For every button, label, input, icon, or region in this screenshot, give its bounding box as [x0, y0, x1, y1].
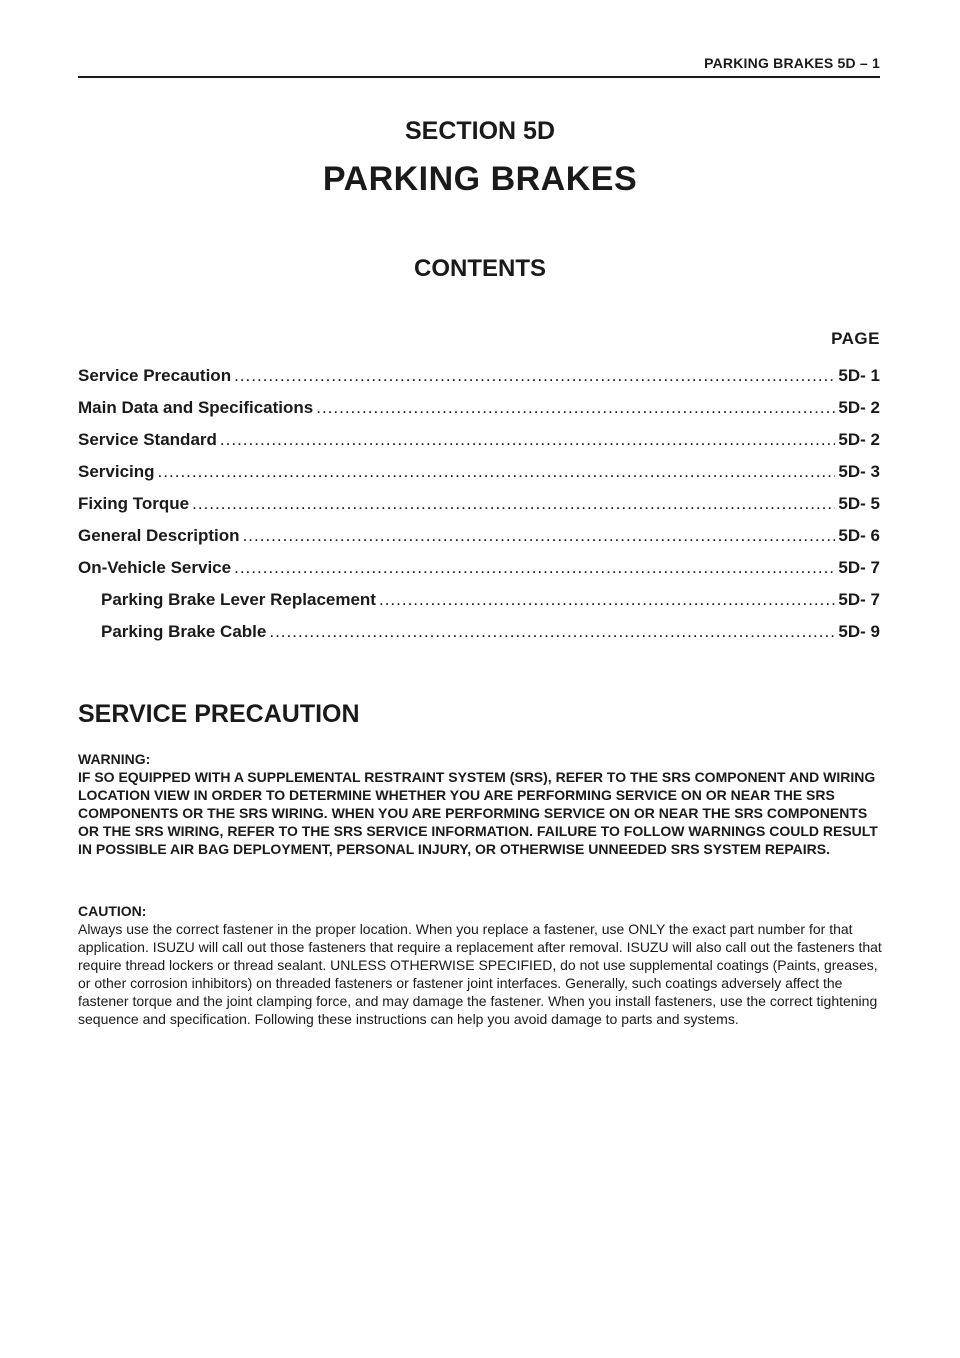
caution-title: CAUTION:	[78, 903, 147, 919]
toc-entry-label: Parking Brake Lever Replacement	[101, 590, 376, 609]
warning-title: WARNING:	[78, 751, 151, 767]
toc-entry-parking-brake-cable[interactable]	[78, 616, 880, 648]
toc-leader-dots	[192, 488, 835, 520]
page-column-label: PAGE	[831, 329, 880, 348]
toc-entry-label: Service Standard	[78, 430, 217, 449]
caution-text: Always use the correct fastener in the proper location. When you replace a fastener, use ONLY the exact part number for that application. ISUZU will call out those fasteners that require a replacement after removal. ISUZU will also call out the fasteners that require thread lockers or thread sealant. UNLESS OTHERWISE SPECIFIED, do not use supplemental coatings (Paints, greases, or other corrosion inhibitors) on threaded fasteners or fastener joint interfaces. Generally, such coatings adversely affect the fastener torque and the joint clamping force, and may damage the fastener. When you install fasteners, use the correct tightening sequence and specification. Following these instructions can help you avoid damage to parts and systems.	[78, 921, 882, 1027]
toc-leader-dots	[158, 456, 836, 488]
toc-leader-dots	[316, 392, 835, 424]
toc-leader-dots	[234, 360, 835, 392]
toc-entry-page: 5D- 1	[838, 366, 880, 385]
toc-entry-fixing-torque[interactable]	[78, 488, 880, 520]
toc-leader-dots	[243, 520, 836, 552]
toc-entry-general-description[interactable]	[78, 520, 880, 552]
table-of-contents	[78, 360, 880, 648]
warning-text: IF SO EQUIPPED WITH A SUPPLEMENTAL RESTRAINT SYSTEM (SRS), REFER TO THE SRS COMPONENT AND WIRING LOCATION VIEW IN ORDER TO DETERMINE WHETHER YOU ARE PERFORMING SERVICE ON OR NEAR THE SRS COMPONENTS OR THE SRS WIRING. WHEN YOU ARE PERFORMING SERVICE ON OR NEAR THE SRS COMPONENTS OR THE SRS WIRING, REFER TO THE SRS SERVICE INFORMATION. FAILURE TO FOLLOW WARNINGS COULD RESULT IN POSSIBLE AIR BAG DEPLOYMENT, PERSONAL INJURY, OR OTHERWISE UNNEEDED SRS SYSTEM REPAIRS.	[78, 769, 878, 857]
contents-heading: CONTENTS	[414, 255, 546, 282]
toc-entry-lever-replacement[interactable]	[78, 584, 880, 616]
service-precaution-heading: SERVICE PRECAUTION	[78, 700, 360, 728]
toc-entry-on-vehicle-service[interactable]	[78, 552, 880, 584]
toc-entry-page: 5D- 3	[838, 462, 880, 481]
toc-entry-label: Servicing	[78, 462, 155, 481]
toc-entry-service-precaution[interactable]	[78, 360, 880, 392]
running-header: PARKING BRAKES 5D – 1	[78, 50, 880, 78]
toc-entry-page: 5D- 7	[838, 590, 880, 609]
toc-leader-dots	[269, 616, 835, 648]
section-title: PARKING BRAKES	[322, 160, 638, 198]
toc-entry-servicing[interactable]	[78, 456, 880, 488]
toc-entry-label: Main Data and Specifications	[78, 398, 314, 417]
toc-entry-page: 5D- 9	[838, 622, 880, 641]
toc-entry-label: General Description	[78, 526, 240, 545]
caution-block	[78, 902, 890, 1028]
toc-entry-label: On-Vehicle Service	[78, 558, 232, 577]
toc-entry-page: 5D- 2	[838, 430, 880, 449]
toc-entry-label: Parking Brake Cable	[101, 622, 267, 641]
toc-leader-dots	[220, 424, 836, 456]
toc-entry-page: 5D- 2	[838, 398, 880, 417]
warning-block	[78, 750, 890, 858]
toc-entry-label: Fixing Torque	[78, 494, 190, 513]
toc-leader-dots	[379, 584, 835, 616]
toc-entry-page: 5D- 6	[838, 526, 880, 545]
toc-entry-page: 5D- 7	[838, 558, 880, 577]
toc-entry-main-data[interactable]	[78, 392, 880, 424]
toc-entry-label: Service Precaution	[78, 366, 232, 385]
toc-entry-service-standard[interactable]	[78, 424, 880, 456]
toc-entry-page: 5D- 5	[838, 494, 880, 513]
toc-leader-dots	[234, 552, 835, 584]
section-label: SECTION 5D	[404, 117, 556, 145]
